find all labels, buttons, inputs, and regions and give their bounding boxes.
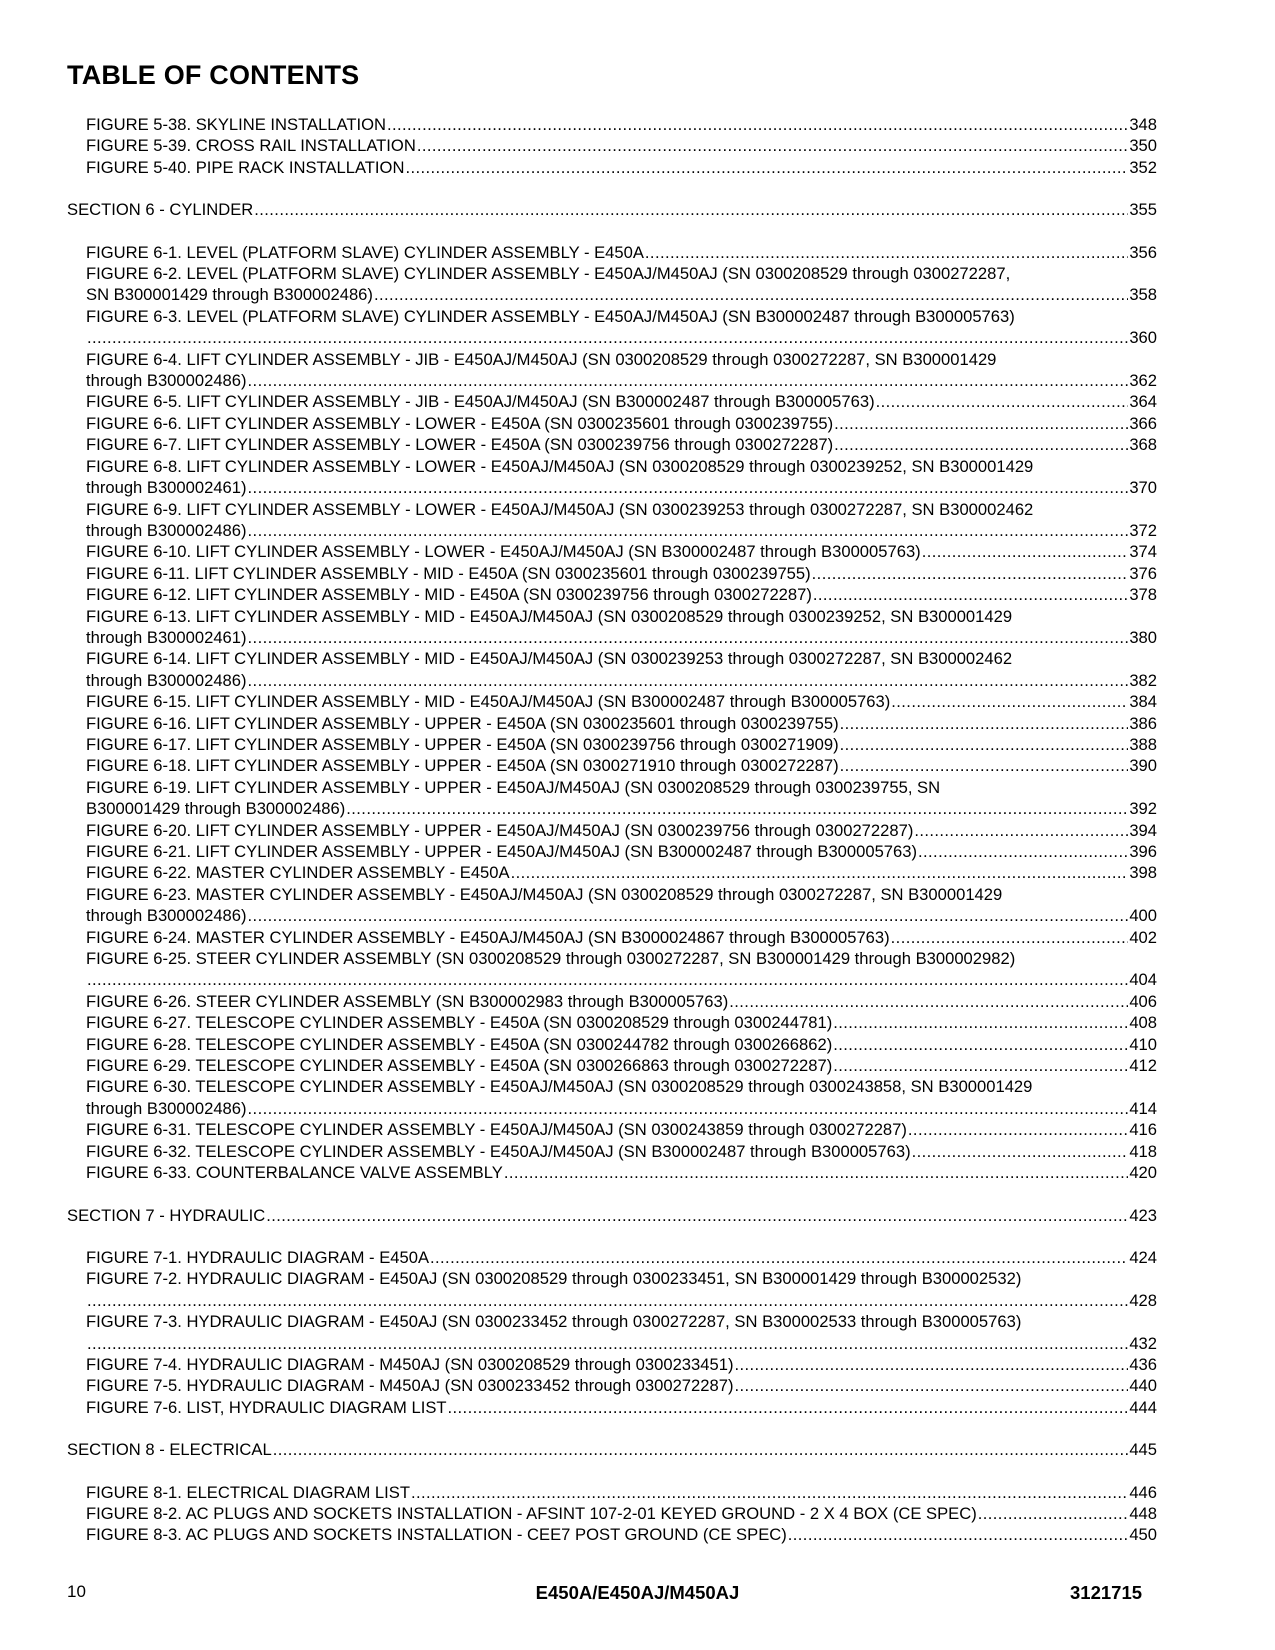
toc-page-number: 380 [1129, 627, 1157, 647]
toc-entry-title: through B300002486) [86, 670, 247, 690]
toc-entry-title: FIGURE 6-12. LIFT CYLINDER ASSEMBLY - MID - E450A (SN 0300239756 through 0300272287) [86, 585, 812, 605]
dot-leader [346, 798, 1128, 819]
toc-page-number: 404 [1129, 970, 1157, 990]
toc-entry-title: FIGURE 8-2. AC PLUGS AND SOCKETS INSTALLATION - AFSINT 107-2-01 KEYED GROUND - 2 X 4 BOX (CE SPEC) [86, 1503, 977, 1523]
toc-page-number: 358 [1129, 285, 1157, 305]
toc-entry-title: FIGURE 8-1. ELECTRICAL DIAGRAM LIST [86, 1482, 410, 1502]
toc-page-number: 414 [1129, 1098, 1157, 1118]
dot-leader [387, 114, 1128, 135]
dot-leader [840, 755, 1129, 776]
dot-leader [248, 627, 1129, 648]
toc-page-number: 352 [1129, 157, 1157, 177]
toc-entry-title: FIGURE 6-22. MASTER CYLINDER ASSEMBLY - E450A [86, 863, 510, 883]
toc-figure-entry[interactable] [67, 1162, 1157, 1183]
dot-leader [788, 1524, 1129, 1545]
toc-entry-title-line: FIGURE 6-3. LEVEL (PLATFORM SLAVE) CYLINDER ASSEMBLY - E450AJ/M450AJ (SN B300002487 through B300005763) [86, 306, 1015, 326]
toc-page-number: 420 [1129, 1163, 1157, 1183]
toc-figure-entry[interactable] [67, 1482, 1157, 1503]
toc-page-number: 362 [1129, 371, 1157, 391]
toc-figure-entry[interactable] [67, 1119, 1157, 1140]
toc-figure-entry[interactable] [67, 413, 1157, 434]
toc-figure-entry[interactable] [67, 841, 1157, 862]
toc-entry-title-line: FIGURE 6-19. LIFT CYLINDER ASSEMBLY - UPPER - E450AJ/M450AJ (SN 0300208529 through 0300239755, SN [86, 777, 941, 797]
toc-page-number: 432 [1129, 1333, 1157, 1353]
dot-leader [87, 969, 1128, 990]
toc-entry-title: SECTION 7 - HYDRAULIC [67, 1205, 266, 1225]
toc-page-number: 424 [1129, 1247, 1157, 1267]
footer-model: E450A/E450AJ/M450AJ [535, 1582, 740, 1603]
toc-entry-title: FIGURE 6-20. LIFT CYLINDER ASSEMBLY - UPPER - E450AJ/M450AJ (SN 0300239756 through 0300272287) [86, 820, 914, 840]
toc-figure-entry[interactable] [67, 1055, 1157, 1076]
toc-entry-title-line: FIGURE 6-9. LIFT CYLINDER ASSEMBLY - LOWER - E450AJ/M450AJ (SN 0300239253 through 0300272287, SN B300002462 [86, 499, 1034, 519]
toc-figure-entry[interactable] [67, 242, 1157, 263]
toc-page-number: 364 [1129, 392, 1157, 412]
dot-leader [645, 242, 1128, 263]
dot-leader [87, 327, 1128, 348]
toc-figure-entry[interactable] [67, 1141, 1157, 1162]
toc-entry-title: through B300002486) [86, 1098, 247, 1118]
dot-leader [834, 434, 1128, 455]
dot-leader [417, 135, 1129, 156]
dot-leader [511, 862, 1129, 883]
toc-figure-entry[interactable] [67, 584, 1157, 605]
toc-section-entry[interactable] [67, 1439, 1157, 1460]
toc-figure-entry[interactable] [67, 1034, 1157, 1055]
dot-leader [891, 691, 1128, 712]
dot-leader [813, 584, 1128, 605]
dot-leader [87, 1290, 1128, 1311]
toc-page-number: 356 [1129, 242, 1157, 262]
toc-entry-title-line: FIGURE 6-2. LEVEL (PLATFORM SLAVE) CYLINDER ASSEMBLY - E450AJ/M450AJ (SN 0300208529 through 0300272287, [86, 264, 1011, 284]
dot-leader [833, 1012, 1128, 1033]
toc-entry-title: FIGURE 6-18. LIFT CYLINDER ASSEMBLY - UPPER - E450A (SN 0300271910 through 0300272287) [86, 756, 839, 776]
toc-entry-title: FIGURE 6-27. TELESCOPE CYLINDER ASSEMBLY - E450A (SN 0300208529 through 0300244781) [86, 1013, 833, 1033]
toc-entry-title: FIGURE 6-31. TELESCOPE CYLINDER ASSEMBLY - E450AJ/M450AJ (SN 0300243859 through 0300272287) [86, 1120, 907, 1140]
dot-leader [833, 1034, 1128, 1055]
toc-entry-title: FIGURE 6-29. TELESCOPE CYLINDER ASSEMBLY - E450A (SN 0300266863 through 0300272287) [86, 1056, 833, 1076]
toc-page-number: 368 [1129, 435, 1157, 455]
toc-entry-title: FIGURE 6-1. LEVEL (PLATFORM SLAVE) CYLINDER ASSEMBLY - E450A [86, 242, 644, 262]
footer-page-number: 10 [67, 1582, 86, 1601]
dot-leader [248, 477, 1129, 498]
toc-figure-entry[interactable] [67, 734, 1157, 755]
toc-entry-title: FIGURE 6-7. LIFT CYLINDER ASSEMBLY - LOWER - E450A (SN 0300239756 through 0300272287) [86, 435, 834, 455]
toc-figure-entry[interactable] [67, 691, 1157, 712]
dot-leader [254, 199, 1128, 220]
toc-figure-entry[interactable] [67, 1397, 1157, 1418]
dot-leader [734, 1354, 1128, 1375]
toc-figure-entry[interactable] [67, 1311, 1157, 1354]
toc-page-number: 398 [1129, 863, 1157, 883]
toc-figure-entry[interactable] [67, 349, 1157, 392]
toc-entry-title-line: FIGURE 6-8. LIFT CYLINDER ASSEMBLY - LOWER - E450AJ/M450AJ (SN 0300208529 through 0300239252, SN B300001429 [86, 456, 1034, 476]
dot-leader [840, 734, 1129, 755]
toc-entry-title-line: FIGURE 7-3. HYDRAULIC DIAGRAM - E450AJ (SN 0300233452 through 0300272287, SN B300002533 through B300005763) [86, 1312, 1022, 1332]
toc-page-number: 388 [1129, 734, 1157, 754]
toc-page-number: 386 [1129, 713, 1157, 733]
toc-page-number: 408 [1129, 1013, 1157, 1033]
toc-entry-title: FIGURE 6-17. LIFT CYLINDER ASSEMBLY - UPPER - E450A (SN 0300239756 through 0300271909) [86, 734, 839, 754]
toc-page-number: 372 [1129, 520, 1157, 540]
dot-leader [918, 841, 1128, 862]
dot-leader [812, 563, 1129, 584]
toc-entry-title: through B300002461) [86, 478, 247, 498]
toc-list [67, 114, 1157, 1546]
toc-entry-title-line: FIGURE 6-13. LIFT CYLINDER ASSEMBLY - MID - E450AJ/M450AJ (SN 0300208529 through 0300239252, SN B300001429 [86, 606, 1013, 626]
dot-leader [908, 1119, 1128, 1140]
toc-entry-title: SN B300001429 through B300002486) [86, 285, 373, 305]
dot-leader [914, 820, 1128, 841]
dot-leader [876, 391, 1129, 412]
dot-leader [405, 157, 1128, 178]
toc-figure-entry[interactable] [67, 499, 1157, 542]
toc-entry-title: through B300002486) [86, 906, 247, 926]
toc-page-number: 428 [1129, 1290, 1157, 1310]
dot-leader [266, 1205, 1128, 1226]
toc-figure-entry[interactable] [67, 1524, 1157, 1545]
toc-page-number: 400 [1129, 906, 1157, 926]
dot-leader [273, 1439, 1129, 1460]
toc-figure-entry[interactable] [67, 135, 1157, 156]
toc-page-number: 402 [1129, 927, 1157, 947]
toc-entry-title: B300001429 through B300002486) [86, 799, 346, 819]
toc-page-number: 360 [1129, 328, 1157, 348]
toc-figure-entry[interactable] [67, 114, 1157, 135]
toc-figure-entry[interactable] [67, 1268, 1157, 1311]
toc-figure-entry[interactable] [67, 713, 1157, 734]
toc-entry-title-line: FIGURE 6-30. TELESCOPE CYLINDER ASSEMBLY - E450AJ/M450AJ (SN 0300208529 through 0300243858, SN B300001429 [86, 1077, 1033, 1097]
toc-section-entry[interactable] [67, 199, 1157, 220]
dot-leader [834, 413, 1128, 434]
toc-entry-title: FIGURE 6-16. LIFT CYLINDER ASSEMBLY - UPPER - E450A (SN 0300235601 through 0300239755) [86, 713, 839, 733]
toc-page-number: 366 [1129, 413, 1157, 433]
toc-figure-entry[interactable] [67, 927, 1157, 948]
toc-page-number: 392 [1129, 799, 1157, 819]
toc-figure-entry[interactable] [67, 991, 1157, 1012]
toc-figure-entry[interactable] [67, 563, 1157, 584]
toc-page-number: 445 [1129, 1440, 1157, 1460]
toc-figure-entry[interactable] [67, 541, 1157, 562]
dot-leader [248, 370, 1129, 391]
dot-leader [248, 670, 1129, 691]
toc-page-number: 440 [1129, 1376, 1157, 1396]
toc-page-number: 423 [1129, 1205, 1157, 1225]
toc-entry-title: FIGURE 6-32. TELESCOPE CYLINDER ASSEMBLY - E450AJ/M450AJ (SN B300002487 through B300005763) [86, 1141, 911, 1161]
toc-entry-title: SECTION 8 - ELECTRICAL [67, 1440, 272, 1460]
toc-entry-title: FIGURE 8-3. AC PLUGS AND SOCKETS INSTALLATION - CEE7 POST GROUND (CE SPEC) [86, 1525, 787, 1545]
toc-page-number: 384 [1129, 692, 1157, 712]
toc-page-number: 376 [1129, 563, 1157, 583]
toc-entry-title: FIGURE 7-1. HYDRAULIC DIAGRAM - E450A [86, 1247, 430, 1267]
toc-figure-entry[interactable] [67, 884, 1157, 927]
toc-figure-entry[interactable] [67, 263, 1157, 306]
toc-page-number: 418 [1129, 1141, 1157, 1161]
toc-figure-entry[interactable] [67, 157, 1157, 178]
toc-entry-title: FIGURE 6-15. LIFT CYLINDER ASSEMBLY - MID - E450AJ/M450AJ (SN B300002487 through B300005763) [86, 692, 891, 712]
toc-page-number: 382 [1129, 670, 1157, 690]
toc-figure-entry[interactable] [67, 1375, 1157, 1396]
toc-section-entry[interactable] [67, 1205, 1157, 1226]
dot-leader [504, 1162, 1129, 1183]
dot-leader [248, 905, 1129, 926]
toc-page-number: 370 [1129, 478, 1157, 498]
toc-page-number: 436 [1129, 1354, 1157, 1374]
toc-figure-entry[interactable] [67, 755, 1157, 776]
toc-entry-title: FIGURE 6-11. LIFT CYLINDER ASSEMBLY - MID - E450A (SN 0300235601 through 0300239755) [86, 563, 811, 583]
toc-figure-entry[interactable] [67, 434, 1157, 455]
dot-leader [891, 927, 1129, 948]
toc-entry-title-line: FIGURE 6-4. LIFT CYLINDER ASSEMBLY - JIB - E450AJ/M450AJ (SN 0300208529 through 0300272287, SN B300001429 [86, 349, 997, 369]
toc-page-number: 396 [1129, 842, 1157, 861]
toc-page-number: 450 [1129, 1525, 1157, 1545]
toc-figure-entry[interactable] [67, 456, 1157, 499]
toc-entry-title: FIGURE 6-6. LIFT CYLINDER ASSEMBLY - LOWER - E450A (SN 0300235601 through 0300239755) [86, 413, 834, 433]
toc-page-number: 412 [1129, 1056, 1157, 1076]
toc-figure-entry[interactable] [67, 391, 1157, 412]
toc-page-number: 374 [1129, 542, 1157, 562]
toc-page-number: 394 [1129, 820, 1157, 840]
toc-figure-entry[interactable] [67, 606, 1157, 649]
toc-page-number: 348 [1129, 115, 1157, 134]
toc-entry-title: FIGURE 7-6. LIST, HYDRAULIC DIAGRAM LIST [86, 1397, 447, 1417]
dot-leader [374, 284, 1128, 305]
dot-leader [448, 1397, 1129, 1418]
toc-entry-title-line: FIGURE 6-14. LIFT CYLINDER ASSEMBLY - MID - E450AJ/M450AJ (SN 0300239253 through 0300272287, SN B300002462 [86, 649, 1013, 669]
toc-figure-entry[interactable] [67, 948, 1157, 991]
toc-figure-entry[interactable] [67, 648, 1157, 691]
page-title: TABLE OF CONTENTS [67, 60, 360, 90]
toc-entry-title: FIGURE 7-5. HYDRAULIC DIAGRAM - M450AJ (SN 0300233452 through 0300272287) [86, 1376, 734, 1396]
toc-page-number: 416 [1129, 1120, 1157, 1140]
toc-figure-entry[interactable] [67, 862, 1157, 883]
toc-figure-entry[interactable] [67, 777, 1157, 820]
toc-entry-title: FIGURE 6-5. LIFT CYLINDER ASSEMBLY - JIB - E450AJ/M450AJ (SN B300002487 through B300005763) [86, 392, 875, 412]
toc-figure-entry[interactable] [67, 1354, 1157, 1375]
toc-figure-entry[interactable] [67, 1076, 1157, 1119]
dot-leader [734, 1375, 1128, 1396]
toc-page-number: 448 [1129, 1503, 1157, 1523]
toc-page-number: 410 [1129, 1034, 1157, 1054]
dot-leader [248, 1098, 1129, 1119]
footer-doc-number: 3121715 [1070, 1582, 1143, 1603]
dot-leader [922, 541, 1129, 562]
toc-figure-entry[interactable] [67, 306, 1157, 349]
toc-entry-title-line: FIGURE 6-23. MASTER CYLINDER ASSEMBLY - E450AJ/M450AJ (SN 0300208529 through 0300272287, SN B300001429 [86, 884, 1003, 904]
toc-page-number: 355 [1129, 200, 1157, 220]
toc-entry-title: FIGURE 7-4. HYDRAULIC DIAGRAM - M450AJ (SN 0300208529 through 0300233451) [86, 1354, 734, 1374]
dot-leader [87, 1333, 1128, 1354]
toc-entry-title: FIGURE 5-39. CROSS RAIL INSTALLATION [86, 136, 416, 156]
toc-page-number: 390 [1129, 756, 1157, 776]
toc-page-number: 350 [1129, 136, 1157, 156]
toc-entry-title: FIGURE 6-33. COUNTERBALANCE VALVE ASSEMBLY [86, 1163, 503, 1183]
toc-entry-title: FIGURE 6-26. STEER CYLINDER ASSEMBLY (SN B300002983 through B300005763) [86, 991, 729, 1011]
toc-figure-entry[interactable] [67, 1247, 1157, 1268]
toc-page-number: 446 [1129, 1482, 1157, 1502]
dot-leader [912, 1141, 1129, 1162]
toc-entry-title: FIGURE 6-24. MASTER CYLINDER ASSEMBLY - E450AJ/M450AJ (SN B3000024867 through B300005763) [86, 927, 890, 947]
dot-leader [411, 1482, 1128, 1503]
toc-entry-title-line: FIGURE 6-25. STEER CYLINDER ASSEMBLY (SN 0300208529 through 0300272287, SN B300001429 through B300002982) [86, 949, 1016, 969]
toc-page-number: 444 [1129, 1397, 1157, 1417]
dot-leader [833, 1055, 1128, 1076]
toc-entry-title: SECTION 6 - CYLINDER [67, 200, 254, 220]
toc-entry-title-line: FIGURE 7-2. HYDRAULIC DIAGRAM - E450AJ (SN 0300208529 through 0300233451, SN B300001429 through B300002532) [86, 1269, 1022, 1289]
dot-leader [978, 1503, 1129, 1524]
toc-entry-title: FIGURE 6-10. LIFT CYLINDER ASSEMBLY - LOWER - E450AJ/M450AJ (SN B300002487 through B300005763) [86, 542, 921, 562]
dot-leader [729, 991, 1128, 1012]
dot-leader [248, 520, 1129, 541]
toc-page-number: 406 [1129, 991, 1157, 1011]
toc-entry-title: through B300002486) [86, 371, 247, 391]
toc-entry-title: through B300002486) [86, 520, 247, 540]
toc-entry-title: FIGURE 5-40. PIPE RACK INSTALLATION [86, 157, 405, 177]
toc-figure-entry[interactable] [67, 820, 1157, 841]
toc-figure-entry[interactable] [67, 1012, 1157, 1033]
toc-figure-entry[interactable] [67, 1503, 1157, 1524]
dot-leader [430, 1247, 1128, 1268]
toc-page-number: 378 [1129, 585, 1157, 605]
dot-leader [840, 713, 1129, 734]
toc-entry-title: through B300002461) [86, 627, 247, 647]
toc-entry-title: FIGURE 5-38. SKYLINE INSTALLATION [86, 115, 386, 134]
toc-entry-title: FIGURE 6-21. LIFT CYLINDER ASSEMBLY - UPPER - E450AJ/M450AJ (SN B300002487 through B300005763) [86, 842, 918, 861]
toc-entry-title: FIGURE 6-28. TELESCOPE CYLINDER ASSEMBLY - E450A (SN 0300244782 through 0300266862) [86, 1034, 833, 1054]
